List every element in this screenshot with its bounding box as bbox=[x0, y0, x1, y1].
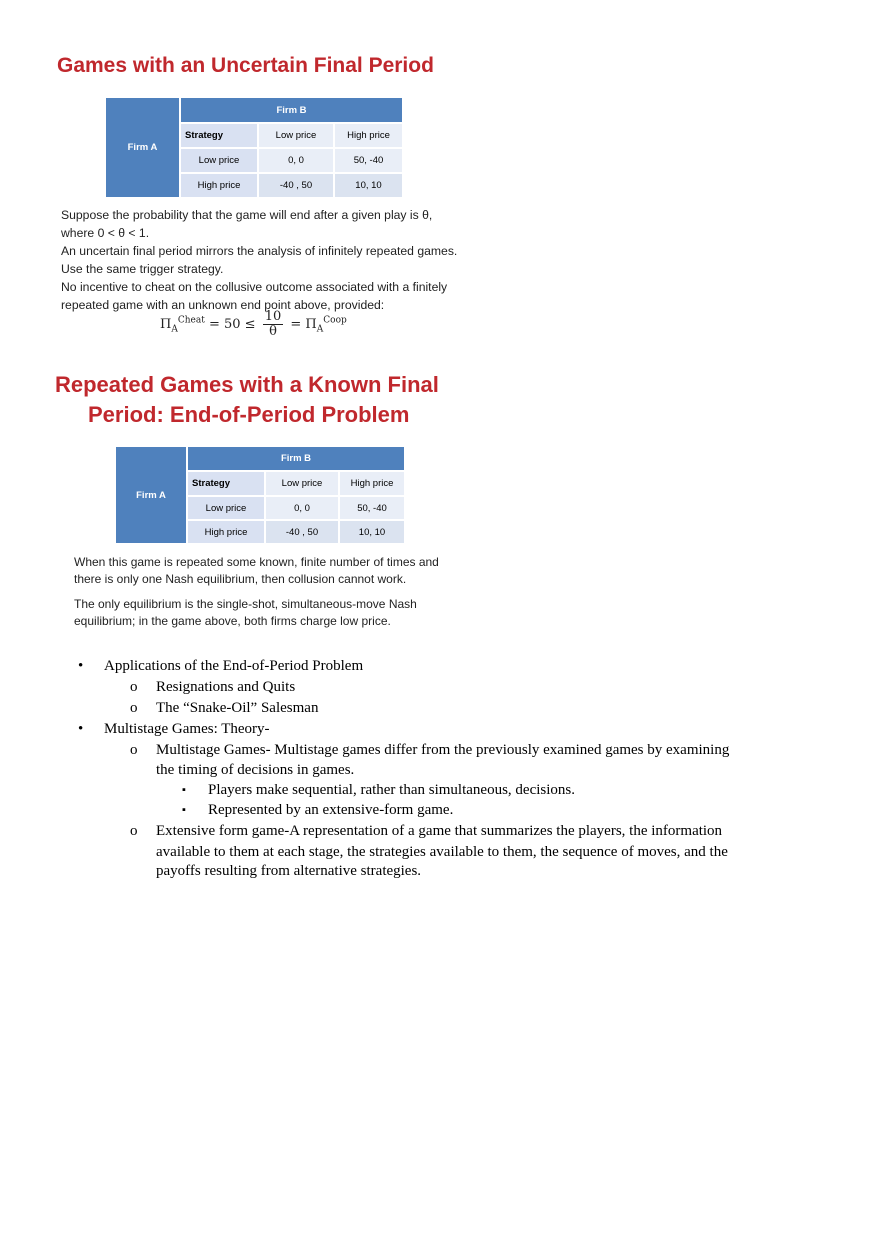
outline-subsubitem: Represented by an extensive-form game. bbox=[208, 802, 454, 818]
outline-subitem: Resignations and Quits bbox=[156, 679, 296, 695]
row-label-low: Low price bbox=[187, 496, 265, 520]
col-header-high: High price bbox=[334, 123, 403, 148]
col-header-low: Low price bbox=[258, 123, 334, 148]
pi-symbol: Π bbox=[160, 317, 172, 332]
payoff-cell: 10, 10 bbox=[339, 520, 405, 544]
slide-uncertain-final-period bbox=[52, 44, 472, 370]
row-label-low: Low price bbox=[180, 148, 258, 173]
strategy-header: Strategy bbox=[187, 471, 265, 496]
payoff-cell: 0, 0 bbox=[265, 496, 339, 520]
payoff-table bbox=[104, 96, 404, 199]
outline-subitem-cont: the timing of decisions in games. bbox=[156, 762, 355, 778]
payoff-cell: -40 , 50 bbox=[258, 173, 334, 198]
payoff-cell: 50, -40 bbox=[334, 148, 403, 173]
outline-subitem-cont: payoffs resulting from alternative strategies. bbox=[156, 863, 422, 879]
payoff-cell: 50, -40 bbox=[339, 496, 405, 520]
subscript: A bbox=[316, 324, 324, 335]
payoff-cell: -40 , 50 bbox=[265, 520, 339, 544]
bullet-square: ▪ bbox=[182, 804, 186, 816]
slide-title-line2: Period: End-of-Period Problem bbox=[88, 402, 410, 427]
row-label-high: High price bbox=[187, 520, 265, 544]
formula-eq: = Π bbox=[290, 317, 317, 332]
payoff-table bbox=[114, 445, 406, 545]
outline-subitem-cont: available to them at each stage, the strategies available to them, the sequence of moves, and the bbox=[156, 844, 728, 860]
outline-subitem: Multistage Games- Multistage games differ from the previously examined games by examining bbox=[156, 742, 730, 758]
superscript: Cheat bbox=[177, 315, 205, 326]
denominator: θ bbox=[269, 324, 277, 339]
slide-title-line1: Repeated Games with a Known Final bbox=[55, 372, 439, 397]
outline-subitem: The “Snake-Oil” Salesman bbox=[156, 700, 319, 716]
paragraph: Suppose the probability that the game will end after a given play is θ, where 0 < θ < 1. bbox=[61, 208, 433, 240]
slide-known-final-period bbox=[52, 370, 472, 638]
payoff-cell: 10, 10 bbox=[334, 173, 403, 198]
paragraph: No incentive to cheat on the collusive outcome associated with a finitely repeated game with an unknown end point above, provided: bbox=[61, 280, 448, 312]
bullet-o: o bbox=[130, 679, 138, 695]
formula-mid: = 50 ≤ bbox=[208, 317, 256, 332]
subscript: A bbox=[171, 324, 178, 335]
firm-a-label: Firm A bbox=[105, 97, 180, 198]
strategy-header: Strategy bbox=[180, 123, 258, 148]
col-header-high: High price bbox=[339, 471, 405, 496]
bullet-o: o bbox=[130, 742, 138, 758]
fraction bbox=[263, 310, 284, 339]
firm-a-label: Firm A bbox=[115, 446, 187, 544]
bullet-round: • bbox=[78, 721, 84, 737]
paragraph: An uncertain final period mirrors the analysis of infinitely repeated games. Use the same trigger strategy. bbox=[61, 244, 458, 276]
paragraph: The only equilibrium is the single-shot, simultaneous-move Nash equilibrium; in the game above, both firms charge low price. bbox=[74, 597, 417, 628]
slide-title: Games with an Uncertain Final Period bbox=[57, 54, 434, 77]
col-header-low: Low price bbox=[265, 471, 339, 496]
superscript: Coop bbox=[323, 315, 347, 326]
payoff-cell: 0, 0 bbox=[258, 148, 334, 173]
bullet-square: ▪ bbox=[182, 784, 186, 796]
outline-item: Multistage Games: Theory- bbox=[104, 721, 270, 737]
cheat-condition-formula bbox=[160, 310, 347, 339]
outline-subsubitem: Players make sequential, rather than simultaneous, decisions. bbox=[208, 782, 575, 798]
paragraph: When this game is repeated some known, finite number of times and there is only one Nash equilibrium, then collusion cannot work. bbox=[74, 555, 439, 586]
bullet-round: • bbox=[78, 658, 84, 674]
firm-b-label: Firm B bbox=[180, 97, 403, 123]
numerator: 10 bbox=[264, 309, 282, 324]
firm-b-label: Firm B bbox=[187, 446, 405, 471]
outline-subitem: Extensive form game-A representation of a game that summarizes the players, the information bbox=[156, 823, 723, 839]
outline-item: Applications of the End-of-Period Problem bbox=[104, 658, 364, 674]
row-label-high: High price bbox=[180, 173, 258, 198]
bullet-o: o bbox=[130, 700, 138, 716]
bullet-o: o bbox=[130, 823, 138, 839]
